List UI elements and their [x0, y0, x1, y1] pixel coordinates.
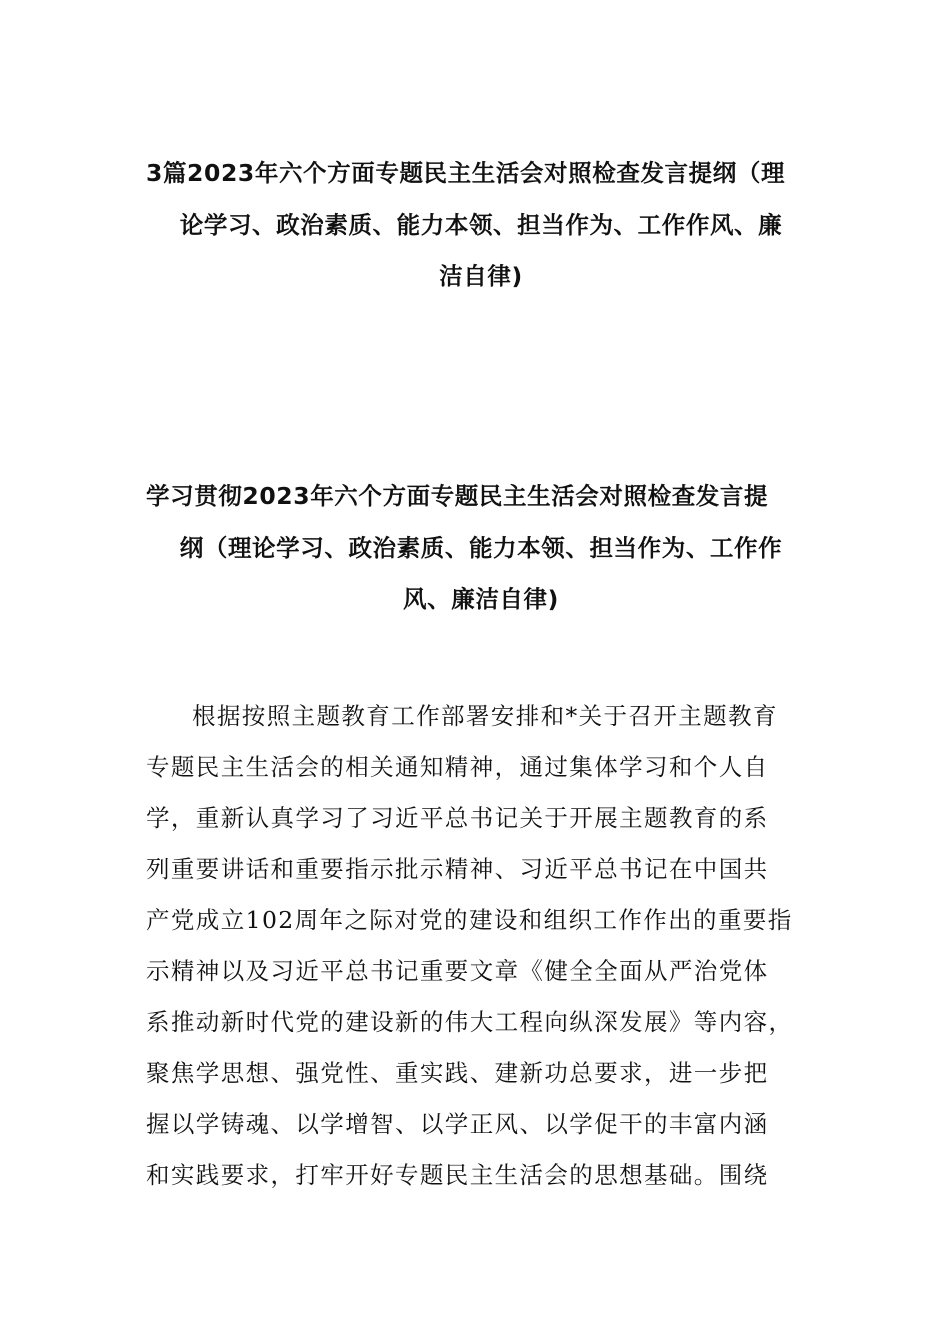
body-paragraph-line: 专题民主生活会的相关通知精神，通过集体学习和个人自 — [146, 753, 769, 781]
document-title-line-2: 论学习、政治素质、能力本领、担当作为、工作作风、廉 — [179, 211, 783, 239]
body-paragraph-line: 产党成立102周年之际对党的建设和组织工作作出的重要指 — [146, 906, 793, 934]
body-paragraph-line: 示精神以及习近平总书记重要文章《健全全面从严治党体 — [146, 957, 769, 985]
section-title-line-1: 学习贯彻2023年六个方面专题民主生活会对照检查发言提 — [146, 482, 769, 510]
body-paragraph-line: 根据按照主题教育工作部署安排和*关于召开主题教育 — [192, 702, 778, 730]
body-paragraph-line: 和实践要求，打牢开好专题民主生活会的思想基础。围绕 — [146, 1161, 769, 1189]
body-paragraph-line: 学，重新认真学习了习近平总书记关于开展主题教育的系 — [146, 804, 769, 832]
body-paragraph-line: 聚焦学思想、强党性、重实践、建新功总要求，进一步把 — [146, 1059, 769, 1087]
section-title-line-2: 纲（理论学习、政治素质、能力本领、担当作为、工作作 — [179, 534, 783, 562]
document-title-line-3: 洁自律) — [439, 262, 523, 290]
body-paragraph-line: 列重要讲话和重要指示批示精神、习近平总书记在中国共 — [146, 855, 769, 883]
document-title-line-1: 3篇2023年六个方面专题民主生活会对照检查发言提纲（理 — [146, 159, 786, 187]
body-paragraph-line: 握以学铸魂、以学增智、以学正风、以学促干的丰富内涵 — [146, 1110, 769, 1138]
body-paragraph-line: 系推动新时代党的建设新的伟大工程向纵深发展》等内容， — [146, 1008, 794, 1036]
section-title-line-3: 风、廉洁自律) — [403, 585, 559, 613]
